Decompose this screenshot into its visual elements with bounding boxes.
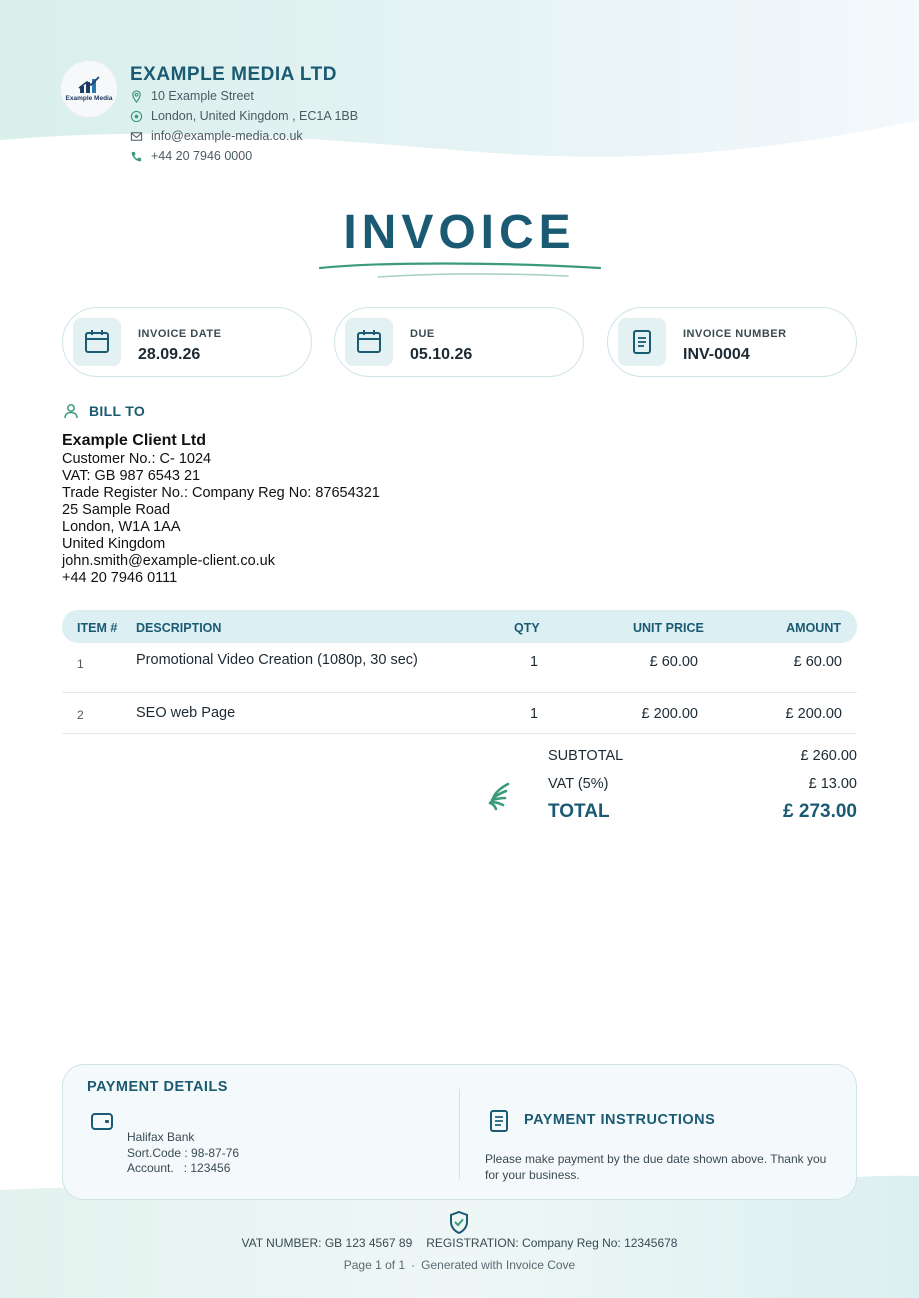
company-street — [130, 86, 358, 106]
due-date-icon-box — [345, 318, 393, 366]
subtotal-label: SUBTOTAL — [548, 748, 624, 764]
payment-instructions-heading: PAYMENT INSTRUCTIONS — [524, 1112, 716, 1128]
invoice-date-label: INVOICE DATE — [138, 328, 222, 340]
row-qty: 1 — [530, 654, 539, 670]
row-unit-price: £ 60.00 — [649, 654, 698, 670]
footer-page-info — [0, 1258, 919, 1272]
vat-row — [548, 773, 857, 801]
table-row — [62, 693, 857, 734]
logo-chart-icon — [78, 76, 100, 94]
footer-registration — [0, 1236, 919, 1250]
document-icon — [627, 327, 657, 357]
row-unit-price: £ 200.00 — [641, 706, 698, 722]
company-email — [130, 126, 358, 146]
vat-value: £ 13.00 — [808, 776, 857, 792]
footer-separator: · — [411, 1258, 416, 1272]
bank-sort-code: Sort.Code : 98-87-76 — [127, 1145, 240, 1160]
row-description: SEO web Page — [136, 705, 236, 721]
payment-details-heading: PAYMENT DETAILS — [87, 1079, 228, 1095]
company-phone-text: +44 20 7946 0000 — [151, 149, 253, 163]
header-qty: QTY — [514, 621, 540, 635]
mail-icon — [130, 130, 143, 143]
client-trade-register: Trade Register No.: Company Reg No: 87654321 — [62, 485, 380, 501]
bill-to-heading-text: BILL TO — [89, 403, 146, 419]
company-phone — [130, 146, 358, 166]
subtotal-row — [548, 745, 857, 773]
row-amount: £ 200.00 — [785, 706, 842, 722]
subtotal-value: £ 260.00 — [800, 748, 857, 764]
shield-check-icon — [448, 1210, 470, 1235]
document-icon — [489, 1109, 509, 1133]
decorative-flourish-icon — [484, 781, 512, 811]
footer-generated: Generated with Invoice Cove — [421, 1258, 576, 1272]
due-date-label: DUE — [410, 328, 435, 340]
location-pin-icon — [130, 90, 143, 103]
footer-registration-number: REGISTRATION: Company Reg No: 12345678 — [426, 1236, 678, 1250]
row-description: Promotional Video Creation (1080p, 30 sec) — [136, 652, 418, 668]
calendar-icon — [354, 327, 384, 357]
client-name: Example Client Ltd — [62, 432, 207, 449]
client-email: john.smith@example-client.co.uk — [62, 553, 275, 569]
client-country: United Kingdom — [62, 536, 166, 552]
invoice-number-card — [607, 307, 857, 377]
company-city-text: London, United Kingdom , EC1A 1BB — [151, 109, 359, 123]
invoice-number-label: INVOICE NUMBER — [683, 328, 787, 340]
header-description: DESCRIPTION — [136, 621, 222, 635]
due-date-value: 05.10.26 — [410, 346, 473, 363]
client-info — [62, 431, 380, 587]
person-icon — [63, 403, 79, 419]
total-row — [548, 801, 857, 829]
table-header — [62, 610, 857, 643]
target-icon — [130, 110, 143, 123]
invoice-number-value: INV-0004 — [683, 346, 750, 363]
table-row — [62, 643, 857, 693]
company-name: EXAMPLE MEDIA LTD — [130, 64, 337, 85]
client-customer-no: Customer No.: C- 1024 — [62, 451, 212, 467]
row-item-number: 2 — [77, 708, 84, 722]
bank-details — [127, 1130, 239, 1177]
client-city: London, W1A 1AA — [62, 519, 181, 535]
client-phone: +44 20 7946 0111 — [62, 570, 178, 586]
client-street: 25 Sample Road — [62, 502, 171, 518]
invoice-date-card — [62, 307, 312, 377]
header-unit-price: UNIT PRICE — [633, 621, 704, 635]
company-logo — [60, 60, 118, 118]
title-underline-decoration — [318, 260, 602, 282]
client-vat: VAT: GB 987 6543 21 — [62, 468, 201, 484]
totals-section — [548, 745, 857, 829]
invoice-date-icon-box — [73, 318, 121, 366]
bank-account: Account. : 123456 — [127, 1161, 231, 1175]
header-amount: AMOUNT — [786, 621, 841, 635]
payment-divider — [459, 1089, 460, 1179]
company-street-text: 10 Example Street — [151, 89, 254, 103]
bill-to-heading — [63, 403, 145, 419]
company-info — [130, 64, 358, 166]
payment-instructions-text: Please make payment by the due date shown above. Thank you for your business. — [485, 1152, 827, 1182]
due-date-card — [334, 307, 584, 377]
wallet-icon — [90, 1111, 114, 1131]
items-table — [62, 610, 857, 734]
bank-name: Halifax Bank — [127, 1130, 195, 1144]
total-label: TOTAL — [548, 801, 610, 822]
vat-label: VAT (5%) — [548, 776, 609, 792]
footer-page-number: Page 1 of 1 — [343, 1258, 406, 1272]
row-item-number: 1 — [77, 657, 84, 671]
row-amount: £ 60.00 — [793, 654, 842, 670]
invoice-number-icon-box — [618, 318, 666, 366]
company-email-text: info@example-media.co.uk — [151, 129, 303, 143]
invoice-title: INVOICE — [343, 206, 576, 259]
calendar-icon — [82, 327, 112, 357]
footer-vat-number: VAT NUMBER: GB 123 4567 89 — [241, 1236, 413, 1250]
invoice-date-value: 28.09.26 — [138, 346, 201, 363]
company-city — [130, 106, 358, 126]
header-item: ITEM # — [77, 621, 118, 635]
logo-text: Example Media — [65, 95, 113, 102]
phone-icon — [130, 150, 143, 163]
row-qty: 1 — [530, 706, 539, 722]
total-value: £ 273.00 — [783, 801, 857, 822]
payment-card — [62, 1064, 857, 1200]
